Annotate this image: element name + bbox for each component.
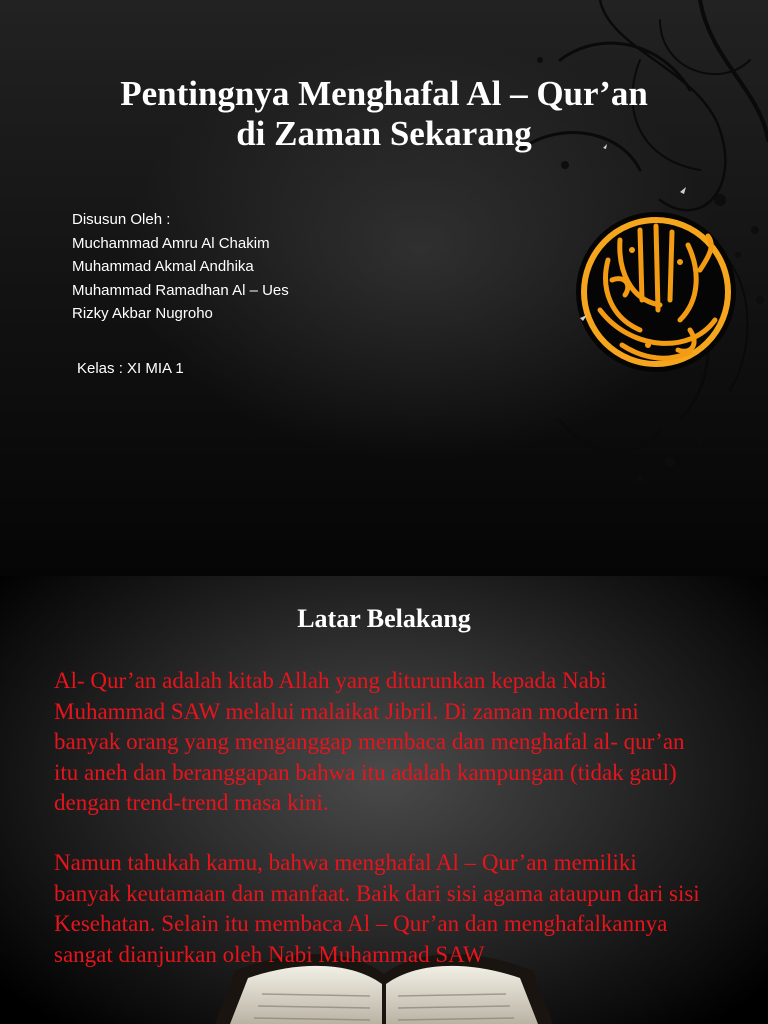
author-name: Muhammad Ramadhan Al – Ues: [72, 281, 289, 299]
title-line-2: di Zaman Sekarang: [236, 114, 532, 153]
paragraph-2: Namun tahukah kamu, bahwa menghafal Al – Qur’an memiliki banyak keutamaan dan manfaat. Baik dari sisi agama ataupun dari sisi Kesehatan. Selain itu membaca Al – Qur’an dan menghafalkannya sangat dianjurkan oleh Nabi Muhammad SAW: [54, 850, 700, 967]
paragraph-1: Al- Qur’an adalah kitab Allah yang diturunkan kepada Nabi Muhammad SAW melalui malaikat Jibril. Di zaman modern ini banyak orang yang menganggap membaca dan menghafal al- qur’an itu aneh dan beranggapan bahwa itu adalah kampungan (tidak gaul) dengan trend-trend masa kini.: [54, 668, 685, 815]
title-line-1: Pentingnya Menghafal Al – Qur’an: [120, 74, 648, 113]
authors-block: [72, 208, 289, 326]
author-name: Muchammad Amru Al Chakim: [72, 234, 270, 252]
slide-title-text: [0, 74, 768, 154]
authors-heading: Disusun Oleh :: [72, 211, 171, 228]
author-name: Muhammad Akmal Andhika: [72, 258, 254, 275]
author-name: Rizky Akbar Nugroho: [72, 305, 213, 322]
slide-background: [0, 576, 768, 1024]
section-heading: Latar Belakang: [297, 604, 471, 633]
class-label: Kelas : XI MIA 1: [77, 360, 184, 377]
calligraphy-emblem-icon: [576, 212, 736, 372]
